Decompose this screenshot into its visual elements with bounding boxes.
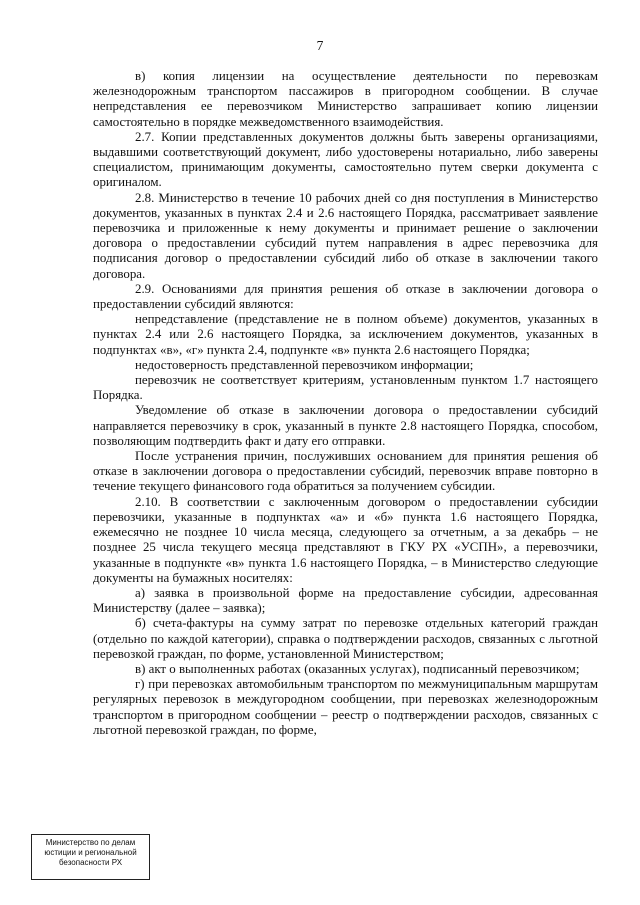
- ministry-stamp: [31, 834, 150, 880]
- paragraph-reapply: После устранения причин, послуживших основанием для принятия решения об отказе в заключении договора о предоставлении субсидий, перевозчик вправе повторно в течение текущего финансового года обратиться за получением субсидии.: [93, 449, 598, 494]
- paragraph-non-submission: непредставление (представление не в полном объеме) документов, указанных в пунктах 2.4 или 2.6 настоящего Порядка, за исключением документов, указанных в подпунктах «в», «г» пункта 2.4, подпункте «в» пункта 2.6 настоящего Порядка;: [93, 312, 598, 357]
- stamp-line-3: безопасности РХ: [58, 858, 123, 867]
- paragraph-2-7: 2.7. Копии представленных документов должны быть заверены организациями, выдавшими соответствующий документ, либо удостоверены нотариально, либо заверены специалистом, принимающим документы, самостоятельно путем сверки документа с оригиналом.: [93, 129, 598, 190]
- paragraph-criteria-mismatch: перевозчик не соответствует критериям, установленным пунктом 1.7 настоящего Порядка.: [93, 373, 598, 403]
- paragraph-unreliable-info: недостоверность представленной перевозчиком информации;: [135, 357, 474, 372]
- paragraph-license-copy: в) копия лицензии на осуществление деятельности по перевозкам железнодорожным транспортом пассажиров в пригородном сообщении. В случае непредставления ее перевозчиком Министерство запрашивает копию лицензии самостоятельно в порядке межведомственного взаимодействия.: [93, 69, 598, 129]
- paragraph-item-b: б) счета-фактуры на сумму затрат по перевозке отдельных категорий граждан (отдельно по каждой категории), справка о подтверждении расходов, связанных с льготной перевозкой граждан, по форме, установленной Министерством;: [93, 616, 598, 661]
- page-number: 7: [316, 38, 324, 53]
- paragraph-2-9: 2.9. Основаниями для принятия решения об отказе в заключении договора о предоставлении субсидий являются:: [93, 281, 598, 312]
- document-body: [93, 69, 598, 738]
- paragraph-item-v: в) акт о выполненных работах (оказанных услугах), подписанный перевозчиком;: [135, 661, 580, 676]
- paragraph-item-g: г) при перевозках автомобильным транспортом по межмуниципальным маршрутам регулярных перевозок в междугородном сообщении, при перевозках железнодорожным транспортом в пригородном сообщении – реестр о подтверждении расходов, связанных с льготной перевозкой граждан, по форме,: [93, 677, 598, 737]
- paragraph-item-a: а) заявка в произвольной форме на предоставление субсидии, адресованная Министерству (далее – заявка);: [93, 585, 598, 616]
- paragraph-2-10: 2.10. В соответствии с заключенным договором о предоставлении субсидии перевозчики, указанные в подпунктах «а» и «б» пункта 1.6 настоящего Порядка, ежемесячно не позднее 10 числа месяца, следующего за отчетным, а за декабрь – не позднее 25 числа текущего месяца представляют в ГКУ РХ «УСПН», а перевозчики, указанные в подпункте «в» пункта 1.6 настоящего Порядка, – в Министерство следующие документы на бумажных носителях:: [93, 494, 598, 585]
- paragraph-refusal-notice: Уведомление об отказе в заключении договора о предоставлении субсидий направляется перевозчику в срок, указанный в пункте 2.8 настоящего Порядка, способом, позволяющим подтвердить факт и дату его отправки.: [93, 403, 598, 448]
- stamp-line-1: Министерство по делам: [45, 838, 136, 847]
- stamp-line-2: юстиции и региональной: [44, 848, 137, 857]
- paragraph-2-8: 2.8. Министерство в течение 10 рабочих дней со дня поступления в Министерство документов, указанных в пунктах 2.4 и 2.6 настоящего Порядка, рассматривает заявление перевозчика и приложенные к нему документы и принимает решение о заключении договора о предоставлении субсидий путем направления в адрес перевозчика для подписания договор о предоставлении субсидий либо об отказе в заключении такого договора.: [93, 190, 598, 281]
